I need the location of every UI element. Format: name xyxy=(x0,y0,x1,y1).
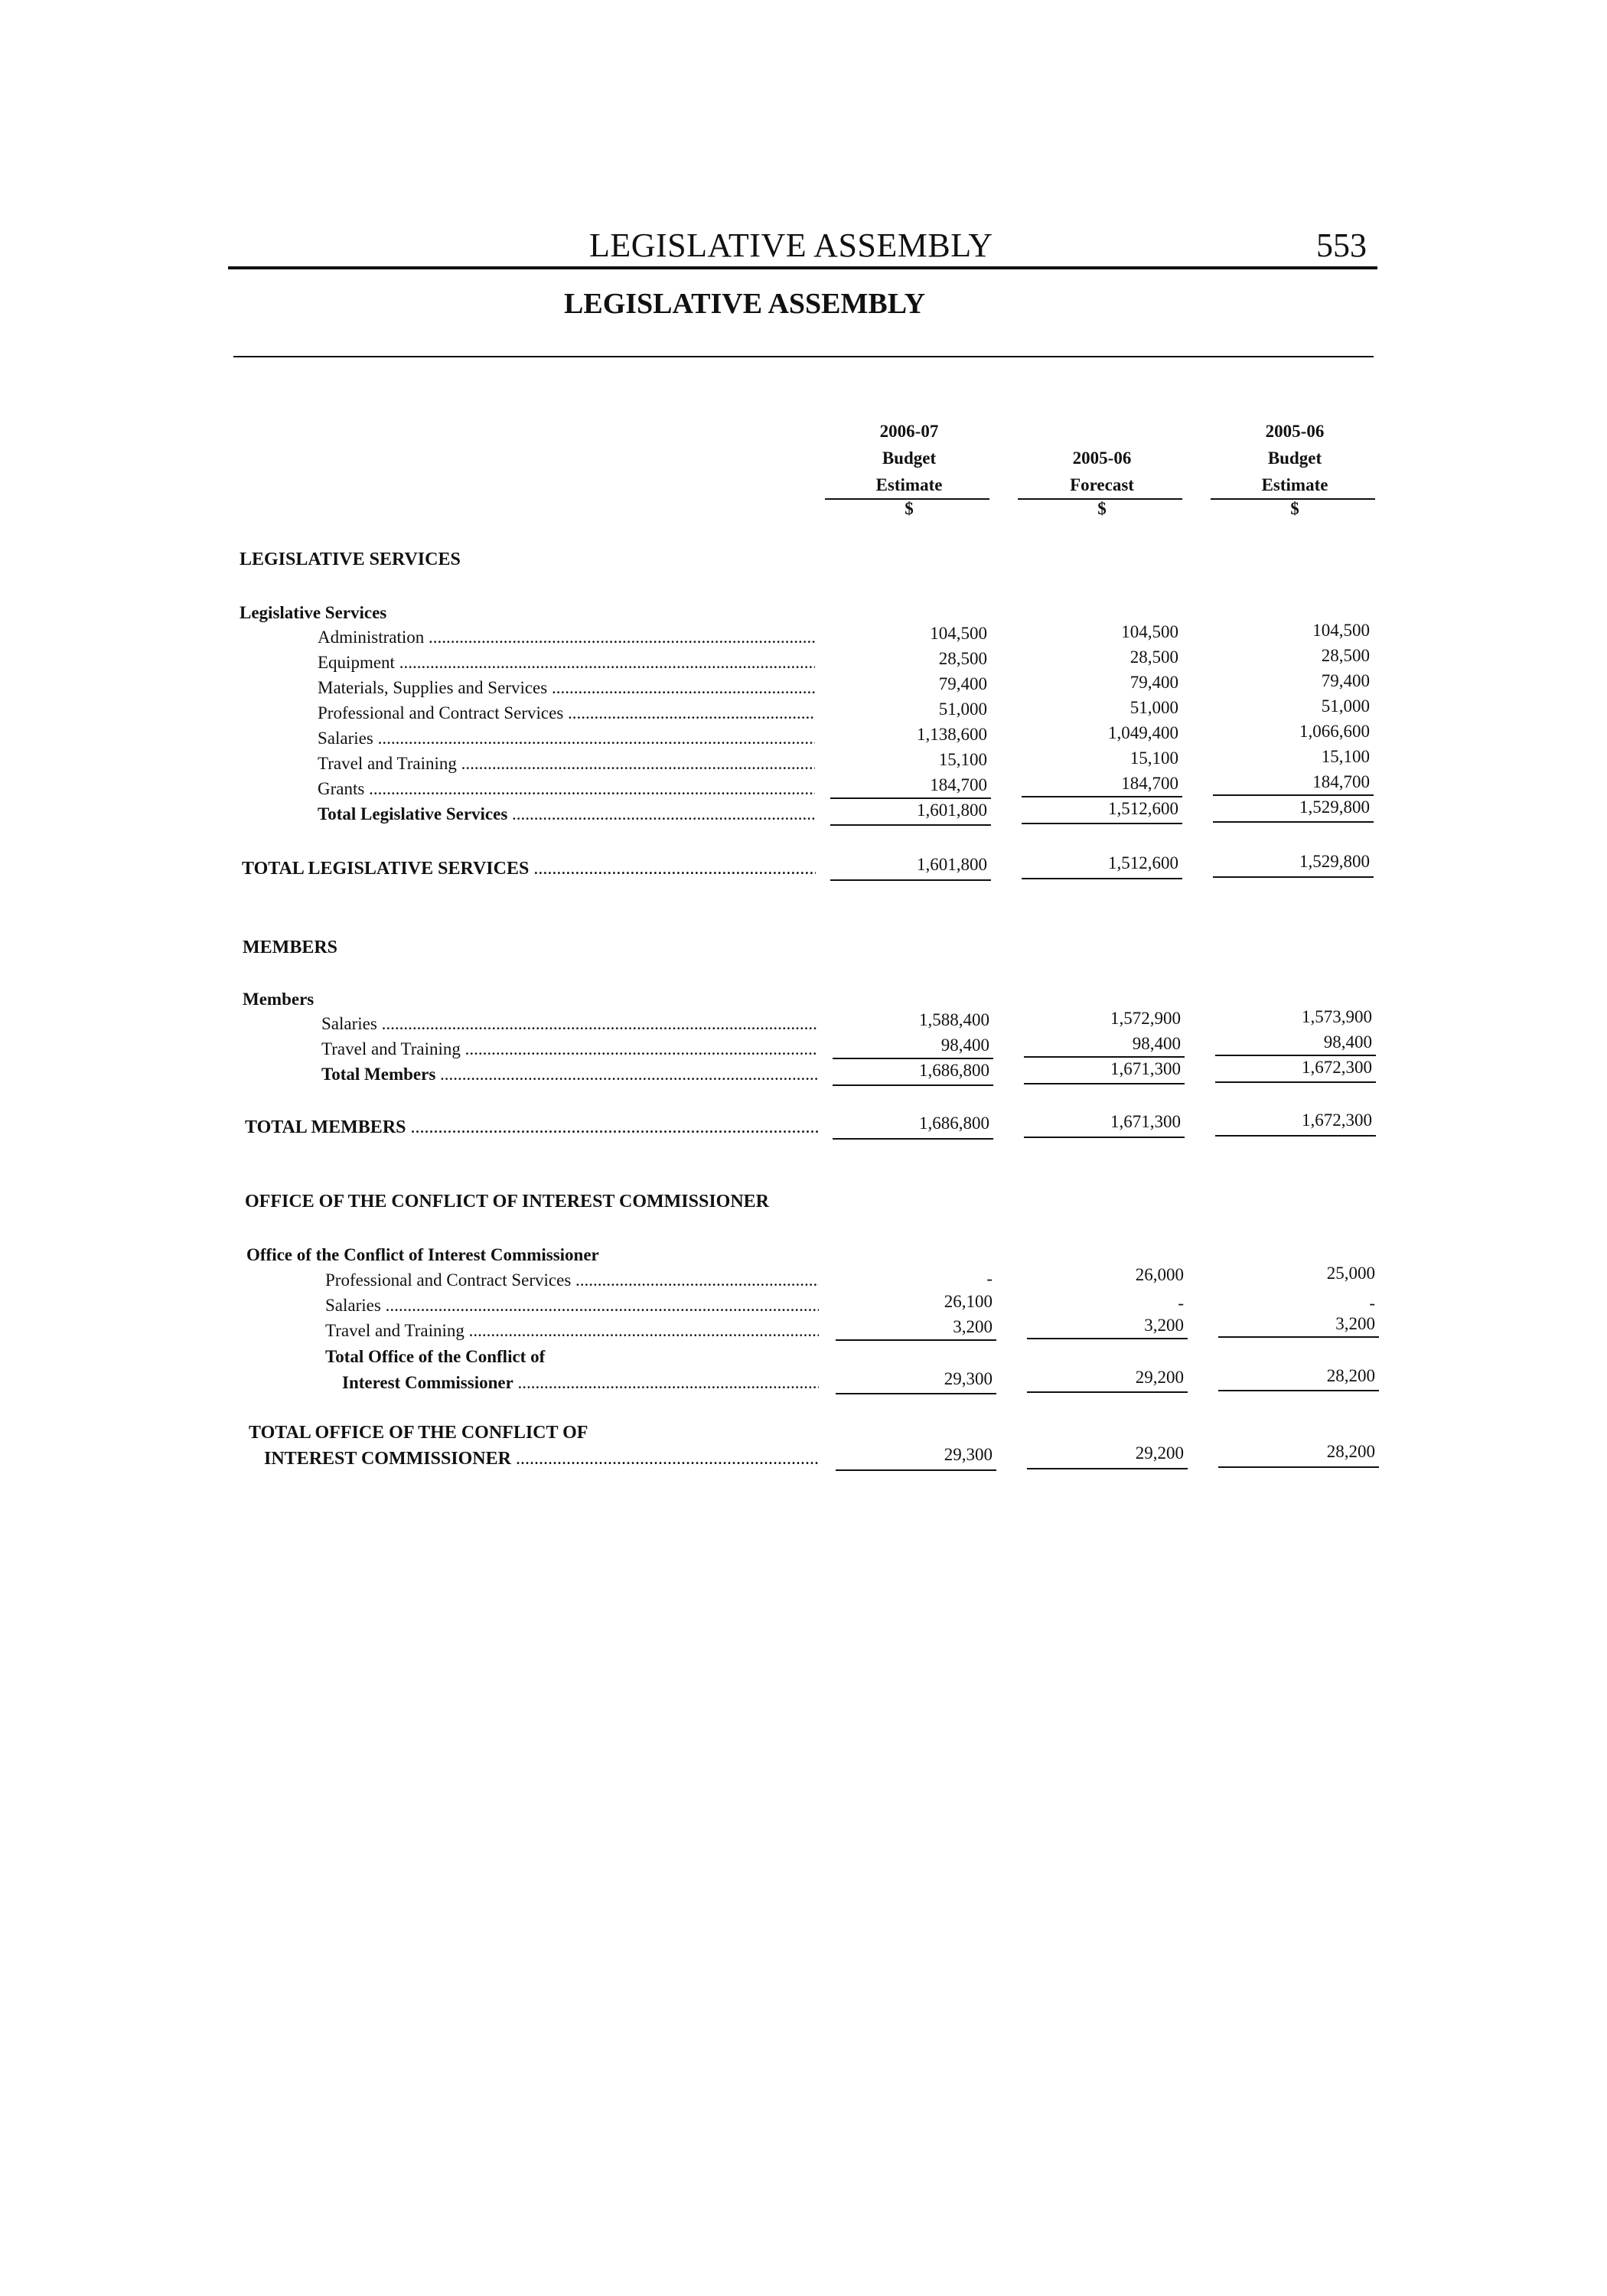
subtotal-rule xyxy=(830,797,991,799)
total-rule xyxy=(1027,1468,1188,1469)
subtitle-rule xyxy=(233,356,1374,357)
subtotal-rule xyxy=(830,824,991,826)
total-rule xyxy=(1218,1466,1379,1468)
header-rule xyxy=(228,266,1377,269)
column-header-2006-07-budget: 2006-07 Budget Estimate xyxy=(875,422,943,494)
value-cell: 15,100 xyxy=(1321,747,1370,766)
total-value: 1,601,800 xyxy=(917,855,987,874)
section-heading: OFFICE OF THE CONFLICT OF INTEREST COMMISSIONER xyxy=(245,1192,770,1212)
line-item-label: Salaries ..... xyxy=(318,729,815,748)
subtotal-value: 1,601,800 xyxy=(917,801,987,820)
subtotal-rule xyxy=(1215,1055,1376,1056)
subtotal-rule xyxy=(836,1393,996,1394)
line-item-label: Professional and Contract Services ..... xyxy=(318,703,815,723)
total-rule xyxy=(830,879,991,881)
value-cell: 3,200 xyxy=(1335,1314,1375,1333)
column-unit: $ xyxy=(905,499,914,518)
line-item-label: Equipment ..... xyxy=(318,653,815,673)
value-cell: 1,049,400 xyxy=(1108,723,1178,742)
total-value: 29,200 xyxy=(1135,1443,1184,1463)
subtotal-rule xyxy=(1218,1390,1379,1391)
value-cell: 1,138,600 xyxy=(917,725,987,744)
subtotal-value: 29,200 xyxy=(1135,1368,1184,1387)
subtotal-label: Total Members ..... xyxy=(321,1065,817,1084)
subtotal-rule xyxy=(1218,1336,1379,1338)
line-item-label: Travel and Training ..... xyxy=(325,1321,819,1341)
value-cell: 79,400 xyxy=(938,674,987,693)
group-heading: Legislative Services xyxy=(240,603,387,622)
value-cell: - xyxy=(1178,1293,1184,1313)
value-cell: 79,400 xyxy=(1321,671,1370,690)
value-cell: 3,200 xyxy=(1144,1316,1184,1335)
subtotal-value: 29,300 xyxy=(944,1369,993,1388)
column-header-2005-06-budget: 2005-06 Budget Estimate xyxy=(1261,422,1328,494)
line-item-label: Salaries ..... xyxy=(321,1014,817,1034)
line-item-label: Professional and Contract Services ..... xyxy=(325,1270,819,1290)
group-heading: Members xyxy=(243,990,315,1009)
subtotal-rule xyxy=(1022,823,1182,824)
total-value: 1,671,300 xyxy=(1110,1112,1181,1131)
value-cell: 184,700 xyxy=(1121,774,1178,793)
total-value: 28,200 xyxy=(1326,1442,1375,1461)
subtotal-value: 1,686,800 xyxy=(919,1061,989,1080)
line-item-label: Grants ..... xyxy=(318,779,815,799)
value-cell: - xyxy=(986,1269,993,1288)
value-cell: 184,700 xyxy=(930,775,987,794)
subtotal-rule xyxy=(1022,796,1182,797)
value-cell: - xyxy=(1369,1293,1375,1313)
line-item-label: Travel and Training ..... xyxy=(318,754,815,774)
value-cell: 51,000 xyxy=(1321,696,1370,716)
document-subtitle: LEGISLATIVE ASSEMBLY xyxy=(564,288,926,320)
subtotal-rule xyxy=(1213,821,1374,823)
total-rule xyxy=(1215,1135,1376,1137)
subtotal-value: 1,672,300 xyxy=(1302,1058,1372,1077)
value-cell: 98,400 xyxy=(940,1035,989,1055)
value-cell: 51,000 xyxy=(938,700,987,719)
value-cell: 98,400 xyxy=(1323,1032,1372,1052)
subtotal-rule xyxy=(1024,1083,1185,1084)
line-item-label: Salaries ..... xyxy=(325,1296,819,1316)
value-cell: 1,066,600 xyxy=(1299,722,1370,741)
value-cell: 51,000 xyxy=(1129,698,1178,717)
value-cell: 26,000 xyxy=(1135,1265,1184,1284)
subtotal-rule xyxy=(1213,794,1374,796)
subtotal-rule xyxy=(1024,1056,1185,1058)
value-cell: 104,500 xyxy=(1121,622,1178,641)
section-heading: MEMBERS xyxy=(243,938,338,957)
value-cell: 1,572,900 xyxy=(1110,1009,1181,1028)
section-heading: LEGISLATIVE SERVICES xyxy=(240,550,461,569)
value-cell: 3,200 xyxy=(953,1317,993,1336)
line-item-label: Materials, Supplies and Services ..... xyxy=(318,678,815,698)
total-rule xyxy=(1213,876,1374,878)
total-rule xyxy=(833,1138,993,1140)
value-cell: 104,500 xyxy=(1312,621,1370,640)
total-value: 1,529,800 xyxy=(1299,852,1370,871)
value-cell: 15,100 xyxy=(1129,748,1178,768)
total-label: TOTAL LEGISLATIVE SERVICES ..... xyxy=(242,859,816,879)
line-item-label: Administration ..... xyxy=(318,628,815,647)
total-value: 1,686,800 xyxy=(919,1114,989,1133)
value-cell: 1,588,400 xyxy=(919,1010,989,1029)
total-value: 1,512,600 xyxy=(1108,853,1178,872)
page-number: 553 xyxy=(1316,227,1367,264)
value-cell: 28,500 xyxy=(1129,647,1178,667)
value-cell: 98,400 xyxy=(1132,1034,1181,1053)
subtotal-rule xyxy=(1215,1081,1376,1083)
value-cell: 1,573,900 xyxy=(1302,1007,1372,1026)
total-rule xyxy=(1024,1137,1185,1138)
total-value: 29,300 xyxy=(944,1445,993,1464)
column-unit: $ xyxy=(1097,499,1107,518)
total-label: INTEREST COMMISSIONER ..... xyxy=(264,1449,819,1469)
subtotal-value: 1,512,600 xyxy=(1108,799,1178,818)
total-value: 1,672,300 xyxy=(1302,1110,1372,1130)
subtotal-rule xyxy=(1027,1391,1188,1393)
value-cell: 79,400 xyxy=(1129,673,1178,692)
column-header-2005-06-forecast: 2005-06 Forecast xyxy=(1070,448,1134,494)
value-cell: 28,500 xyxy=(938,649,987,668)
value-cell: 28,500 xyxy=(1321,646,1370,665)
value-cell: 26,100 xyxy=(944,1292,993,1311)
group-heading: Office of the Conflict of Interest Commissioner xyxy=(246,1245,599,1264)
subtotal-value: 1,529,800 xyxy=(1299,797,1370,817)
value-cell: 104,500 xyxy=(930,624,987,643)
subtotal-rule xyxy=(833,1058,993,1059)
subtotal-value: 1,671,300 xyxy=(1110,1059,1181,1078)
value-cell: 25,000 xyxy=(1326,1264,1375,1283)
value-cell: 15,100 xyxy=(938,750,987,769)
subtotal-rule xyxy=(833,1084,993,1086)
total-rule xyxy=(1022,878,1182,879)
subtotal-label: Total Legislative Services ..... xyxy=(318,804,815,824)
line-item-label: Travel and Training ..... xyxy=(321,1039,817,1059)
subtotal-rule xyxy=(1027,1338,1188,1339)
column-unit: $ xyxy=(1290,499,1299,518)
page-title: LEGISLATIVE ASSEMBLY xyxy=(589,227,993,264)
subtotal-rule xyxy=(836,1339,996,1341)
value-cell: 184,700 xyxy=(1312,772,1370,791)
subtotal-label: Interest Commissioner ..... xyxy=(342,1373,819,1393)
total-rule xyxy=(836,1469,996,1471)
subtotal-value: 28,200 xyxy=(1326,1366,1375,1385)
total-label: TOTAL OFFICE OF THE CONFLICT OF xyxy=(249,1423,588,1443)
total-label: TOTAL MEMBERS ..... xyxy=(245,1117,819,1138)
subtotal-label: Total Office of the Conflict of xyxy=(325,1347,546,1366)
